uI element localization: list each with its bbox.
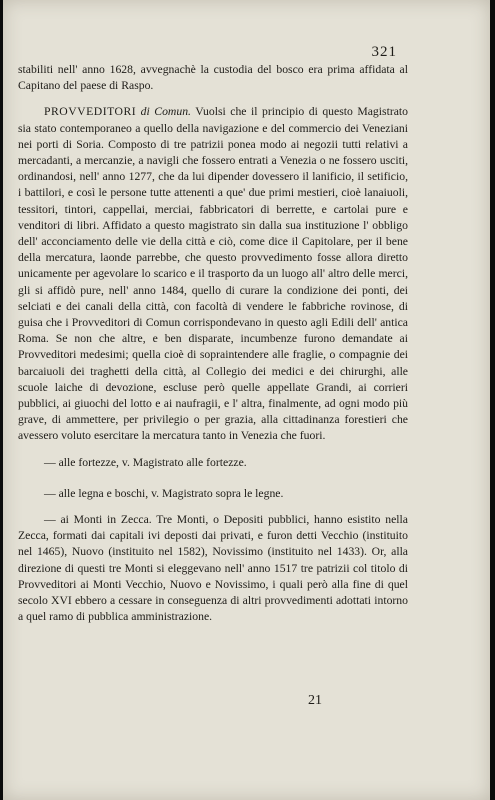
entry-term-tail: di Comun. <box>136 105 191 119</box>
entry-body: Vuolsi che il principio di questo Magistrato sia stato contemporaneo a quello della navigazione e del commercio dei Veneziani nei porti di Soria. Composto di tre patrizii ponea modo ai negozii tutti relativi a mercadanti, a mercanzie, a navigli che fossero entrati a Venezia o ne fossero usciti, ordinandosi, nell' anno 1277, che da lui dipender dovessero il lanificio, il setificio, i battilori, e così le persone tutte attenenti a que' due primi mestieri, cioè lanaiuoli, tessitori, tintori, cappellai, merciai, fabbricatori di berrette, e cartolai pure e venditori di libri. Affidato a questo magistrato sin dalla sua instituzione l' obbligo dell' acconciamento delle vie della città e ciò, come dice il Capitolare, per il bene della mercatura, laonde parrebbe, che questo provvedimento fosse allora diretto unicamente per agevolare lo scarico e il trasporto da un luogo all' altro delle merci, gli si affidò pure, nell' anno 1484, quello di curare la condizione dei ponti, dei selciati e dei canali della città, con facoltà di vendere le fabbriche rovinose, di guisa che i Provveditori di Comun corrispondevano in questo agli Edili dell' antica Roma. Se non che altre, e ben disparate, incumbenze furono demandate ai Provveditori medesimi; quella cioè di sopraintendere alle fraglie, o compagnie dei barcaiuoli dei traghetti della città, al Collegio dei medici e dei chirurghi, alle scuole laiche di devozione, escluse però quelle appellate Grandi, ai corrieri pubblici, ai giuochi del lotto e ai naufragii, e l' altra, finalmente, ad ogni modo più grave, di ammettere, per privilegio o per grazia, alla cittadinanza forestieri che avessero voluto esercitare la mercatura tanto in Venezia che fuori. <box>18 105 408 443</box>
entry-provveditori-di-comun <box>18 104 408 444</box>
signature-mark: 21 <box>308 693 322 708</box>
paragraph-continuation: stabiliti nell' anno 1628, avvegnachè la custodia del bosco era prima affidata al Capitano del paese di Raspo. <box>18 63 408 93</box>
cross-reference-fortezze: — alle fortezze, v. Magistrato alle fortezze. <box>44 455 247 469</box>
book-page <box>3 0 490 800</box>
cross-reference-legna: — alle legna e boschi, v. Magistrato sopra le legne. <box>44 486 284 500</box>
entry-monti-in-zecca: — ai Monti in Zecca. Tre Monti, o Depositi pubblici, hanno esistito nella Zecca, formati dai capitali ivi deposti dai privati, e furon detti Vecchio (instituito nel 1465), Nuovo (instituito nel 1582), Novissimo (instituito nel 1433). Or, alla direzione di questi tre Monti si eleggevano nell' anno 1517 tre patrizii col titolo di Provveditori ai Monti Vecchio, Nuovo e Novissimo, i quali però alla fine di quel secolo XVI ebbero a cessare in conseguenza di altri provvedimenti adottati intorno a quel ramo di pubblica amministrazione. <box>18 513 408 624</box>
page-body <box>18 62 408 626</box>
page-number: 321 <box>371 44 397 60</box>
entry-term: PROVVEDITORI <box>44 105 137 119</box>
